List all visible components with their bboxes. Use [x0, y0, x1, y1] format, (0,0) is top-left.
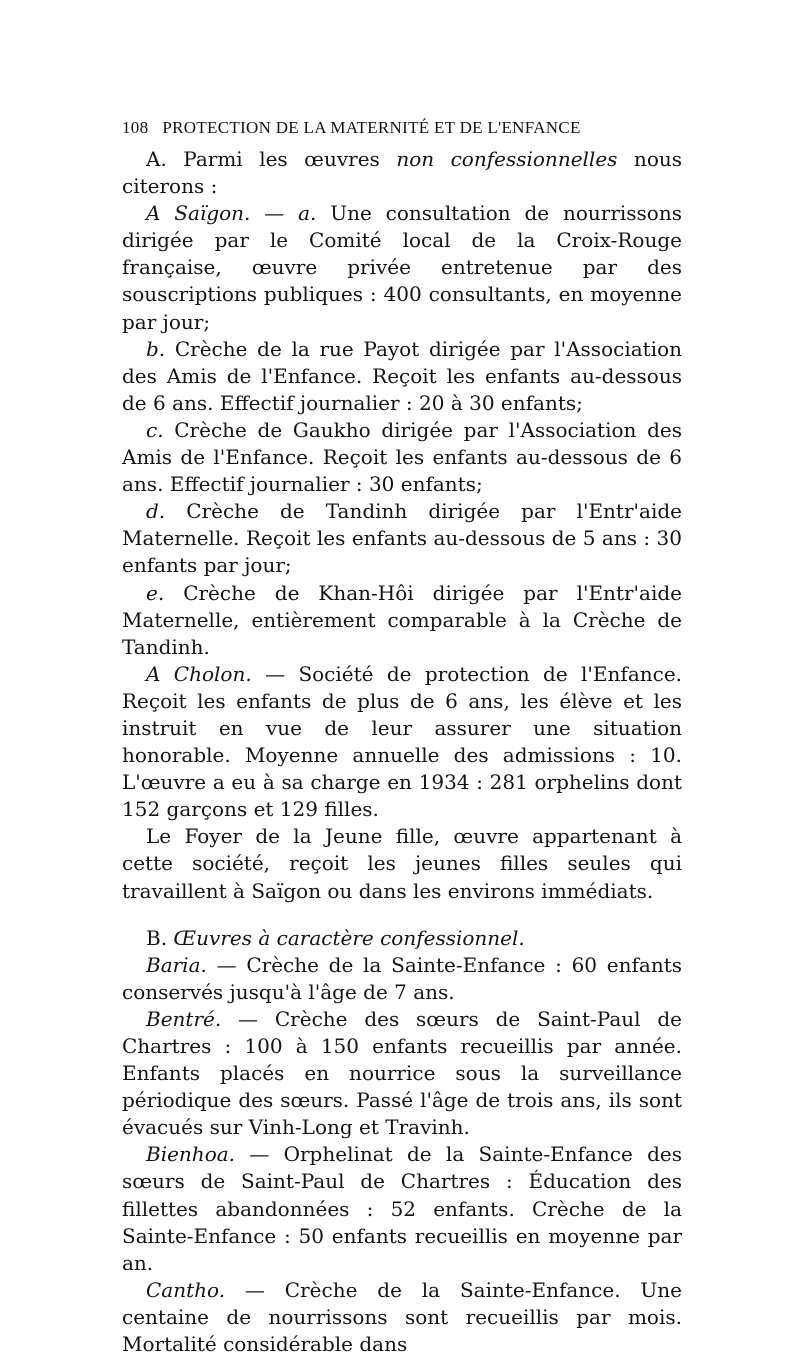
paragraph-d: d. Crèche de Tandinh dirigée par l'Entr'aide Maternelle. Reçoit les enfants au-dessous de 5 ans : 30 enfants par jour;: [122, 499, 682, 578]
paragraph-e: e. Crèche de Khan-Hôi dirigée par l'Entr'aide Maternelle, entièrement comparable à la Crèche de Tandinh.: [122, 580, 682, 659]
paragraph-c: c. Crèche de Gaukho dirigée par l'Association des Amis de l'Enfance. Reçoit les enfants au-dessous de 6 ans. Effectif journalier : 30 enfants;: [122, 417, 682, 497]
paragraph-cholon: A Cholon. — Société de protection de l'Enfance. Reçoit les enfants de plus de 6 ans, les élève et les instruit en vue de leur assurer une situation honorable. Moyenne annuelle des admissions : 10. L'œuvre a eu à sa charge en 1934 : 281 orphelins dont 152 garçons et 129 filles.: [122, 661, 683, 822]
paragraph-b: b. Crèche de la rue Payot dirigée par l'Association des Amis de l'Enfance. Reçoit les enfants au-dessous de 6 ans. Effectif journalier : 20 à 30 enfants;: [122, 336, 682, 415]
paragraph-cantho: Cantho. — Crèche de la Sainte-Enfance. Une centaine de nourrissons sont recueillis par mois. Mortalité considérable dans: [122, 1277, 682, 1357]
paragraph-foyer: Le Foyer de la Jeune fille, œuvre appartenant à cette société, reçoit les jeunes filles seules qui travaillent à Saïgon ou dans les environs immédiats.: [122, 824, 682, 903]
intro-paragraph: A. Parmi les œuvres non confessionnelles nous citerons :: [122, 147, 682, 199]
page: [122, 118, 682, 1358]
section-b-heading: B. Œuvres à caractère confessionnel.: [146, 925, 525, 950]
paragraph-baria: Baria. — Crèche de la Sainte-Enfance : 60 enfants conservés jusqu'à l'âge de 7 ans.: [122, 952, 682, 1004]
paragraph-saigon: A Saïgon. — a. Une consultation de nourrissons dirigée par le Comité local de la Croix-Rouge française, œuvre privée entretenue par des souscriptions publiques : 400 consultants, en moyenne par jour;: [122, 201, 682, 334]
running-head: [122, 118, 682, 138]
paragraph-bentre: Bentré. — Crèche des sœurs de Saint-Paul de Chartres : 100 à 150 enfants recueillis par année. Enfants placés en nourrice sous la surveillance périodique des sœurs. Passé l'âge de trois ans, ils sont évacués sur Vinh-Long et Travinh.: [122, 1006, 682, 1140]
paragraph-bienhoa: Bienhoa. — Orphelinat de la Sainte-Enfance des sœurs de Saint-Paul de Chartres : Éducation des fillettes abandonnées : 52 enfants. Crèche de la Sainte-Enfance : 50 enfants recueillis en moyenne par an.: [122, 1142, 682, 1275]
page-number: 108: [122, 118, 149, 137]
running-title: PROTECTION DE LA MATERNITÉ ET DE L'ENFANCE: [162, 118, 581, 137]
